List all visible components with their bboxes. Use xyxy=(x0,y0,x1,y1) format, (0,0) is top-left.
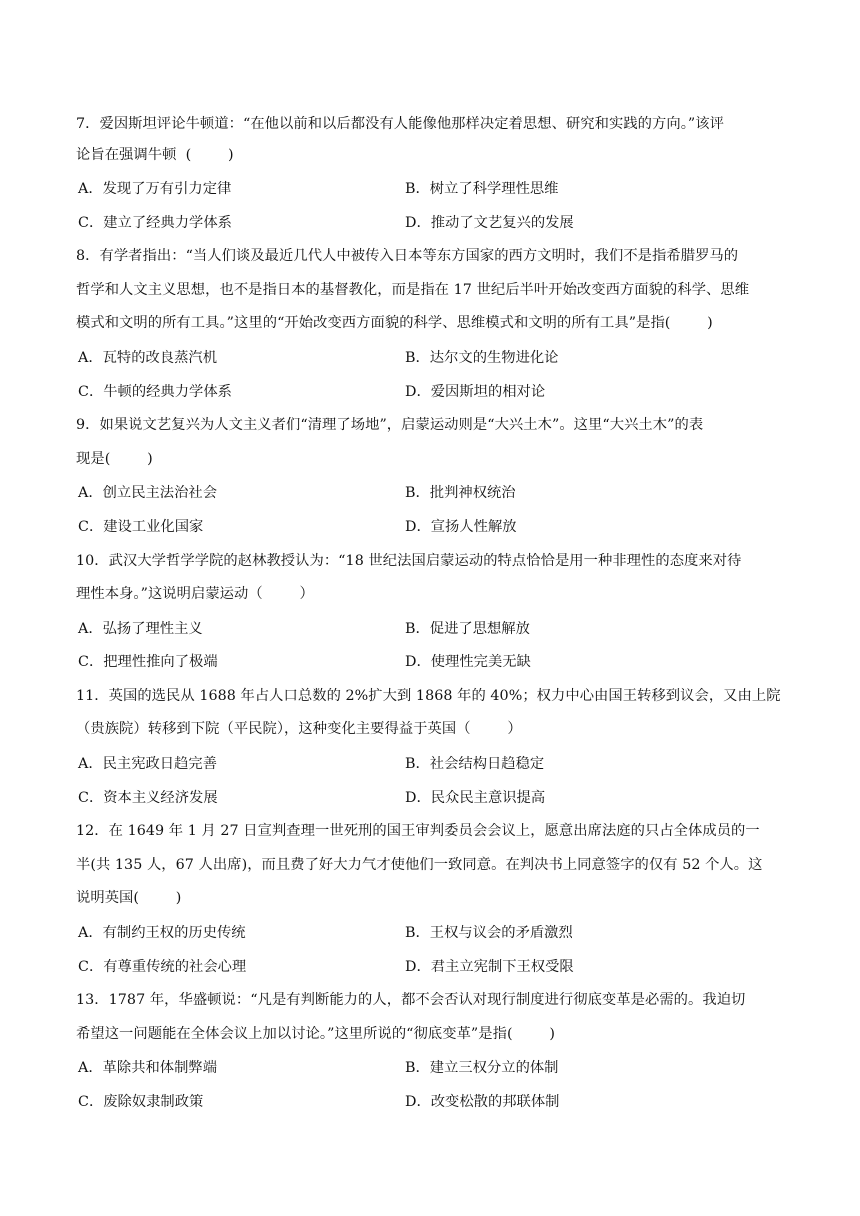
question-9-option-d: D．宣扬人性解放 xyxy=(405,519,517,535)
question-12-option-b: B．王权与议会的矛盾激烈 xyxy=(405,925,573,941)
question-10-option-c: C．把理性推向了极端 xyxy=(78,654,218,670)
question-11-option-a: A．民主宪政日趋完善 xyxy=(78,756,217,772)
question-11-option-c: C．资本主义经济发展 xyxy=(78,790,218,806)
question-10-option-a: A．弘扬了理性主义 xyxy=(78,621,203,637)
question-9-line-1: 9．如果说文艺复兴为人文主义者们“清理了场地”，启蒙运动则是“大兴土木”。这里“大兴土木”的表 xyxy=(76,417,704,433)
question-8-line-3: 模式和文明的所有工具。”这里的“开始改变西方面貌的科学、思维模式和文明的所有工具”是指( ) xyxy=(76,315,713,331)
question-12-option-a: A．有制约王权的历史传统 xyxy=(78,925,246,941)
question-10-option-d: D．使理性完美无缺 xyxy=(405,654,531,670)
question-7-option-c: C．建立了经典力学体系 xyxy=(78,215,232,231)
question-10-line-2: 理性本身。”这说明启蒙运动（ ） xyxy=(76,586,314,602)
question-13-line-1: 13．1787 年，华盛顿说：“凡是有判断能力的人，都不会否认对现行制度进行彻底变革是必需的。我迫切 xyxy=(76,992,746,1008)
question-7-line-1: 7．爱因斯坦评论牛顿道：“在他以前和以后都没有人能像他那样决定着思想、研究和实践的方向。”该评 xyxy=(76,116,724,132)
question-9-option-a: A．创立民主法治社会 xyxy=(78,485,217,501)
question-13-option-a: A．革除共和体制弊端 xyxy=(78,1060,217,1076)
question-11-option-d: D．民众民主意识提高 xyxy=(405,790,546,806)
question-12-option-d: D．君主立宪制下王权受限 xyxy=(405,959,574,975)
question-12-line-2: 半(共 135 人，67 人出席)，而且费了好大力气才使他们一致同意。在判决书上同意签字的仅有 52 个人。这 xyxy=(76,857,763,873)
question-9-option-b: B．批判神权统治 xyxy=(405,485,516,501)
question-8-option-a: A．瓦特的改良蒸汽机 xyxy=(78,350,217,366)
question-8-line-1: 8．有学者指出：“当人们谈及最近几代人中被传入日本等东方国家的西方文明时，我们不是指希腊罗马的 xyxy=(76,248,739,264)
question-8-option-d: D．爱因斯坦的相对论 xyxy=(405,384,546,400)
question-12-line-3: 说明英国( ) xyxy=(76,890,182,906)
question-7-option-b: B．树立了科学理性思维 xyxy=(405,181,559,197)
question-10-option-b: B．促进了思想解放 xyxy=(405,621,530,637)
question-11-line-1: 11．英国的选民从 1688 年占人口总数的 2%扩大到 1868 年的 40%；权力中心由国王转移到议会，又由上院 xyxy=(76,688,781,704)
question-9-option-c: C．建设工业化国家 xyxy=(78,519,204,535)
question-13-option-c: C．废除奴隶制政策 xyxy=(78,1094,204,1110)
question-11-line-2: （贵族院）转移到下院（平民院），这种变化主要得益于英国（ ） xyxy=(76,721,522,737)
question-10-line-1: 10．武汉大学哲学学院的赵林教授认为：“18 世纪法国启蒙运动的特点恰恰是用一种非理性的态度来对待 xyxy=(76,553,742,569)
question-13-option-d: D．改变松散的邦联体制 xyxy=(405,1094,560,1110)
question-7-option-a: A．发现了万有引力定律 xyxy=(78,181,232,197)
question-8-option-c: C．牛顿的经典力学体系 xyxy=(78,384,232,400)
question-8-option-b: B．达尔文的生物进化论 xyxy=(405,350,559,366)
question-12-line-1: 12．在 1649 年 1 月 27 日宣判查理一世死刑的国王审判委员会会议上，愿意出席法庭的只占全体成员的一 xyxy=(76,823,760,839)
question-13-option-b: B．建立三权分立的体制 xyxy=(405,1060,559,1076)
question-7-option-d: D．推动了文艺复兴的发展 xyxy=(405,215,574,231)
question-12-option-c: C．有尊重传统的社会心理 xyxy=(78,959,247,975)
question-11-option-b: B．社会结构日趋稳定 xyxy=(405,756,545,772)
question-9-line-2: 现是( ) xyxy=(76,451,153,467)
question-7-line-2: 论旨在强调牛顿 ( ) xyxy=(76,147,234,163)
question-13-line-2: 希望这一问题能在全体会议上加以讨论。”这里所说的“彻底变革”是指( ) xyxy=(76,1026,555,1042)
question-8-line-2: 哲学和人文主义思想，也不是指日本的基督教化，而是指在 17 世纪后半叶开始改变西方面貌的科学、思维 xyxy=(76,282,750,298)
